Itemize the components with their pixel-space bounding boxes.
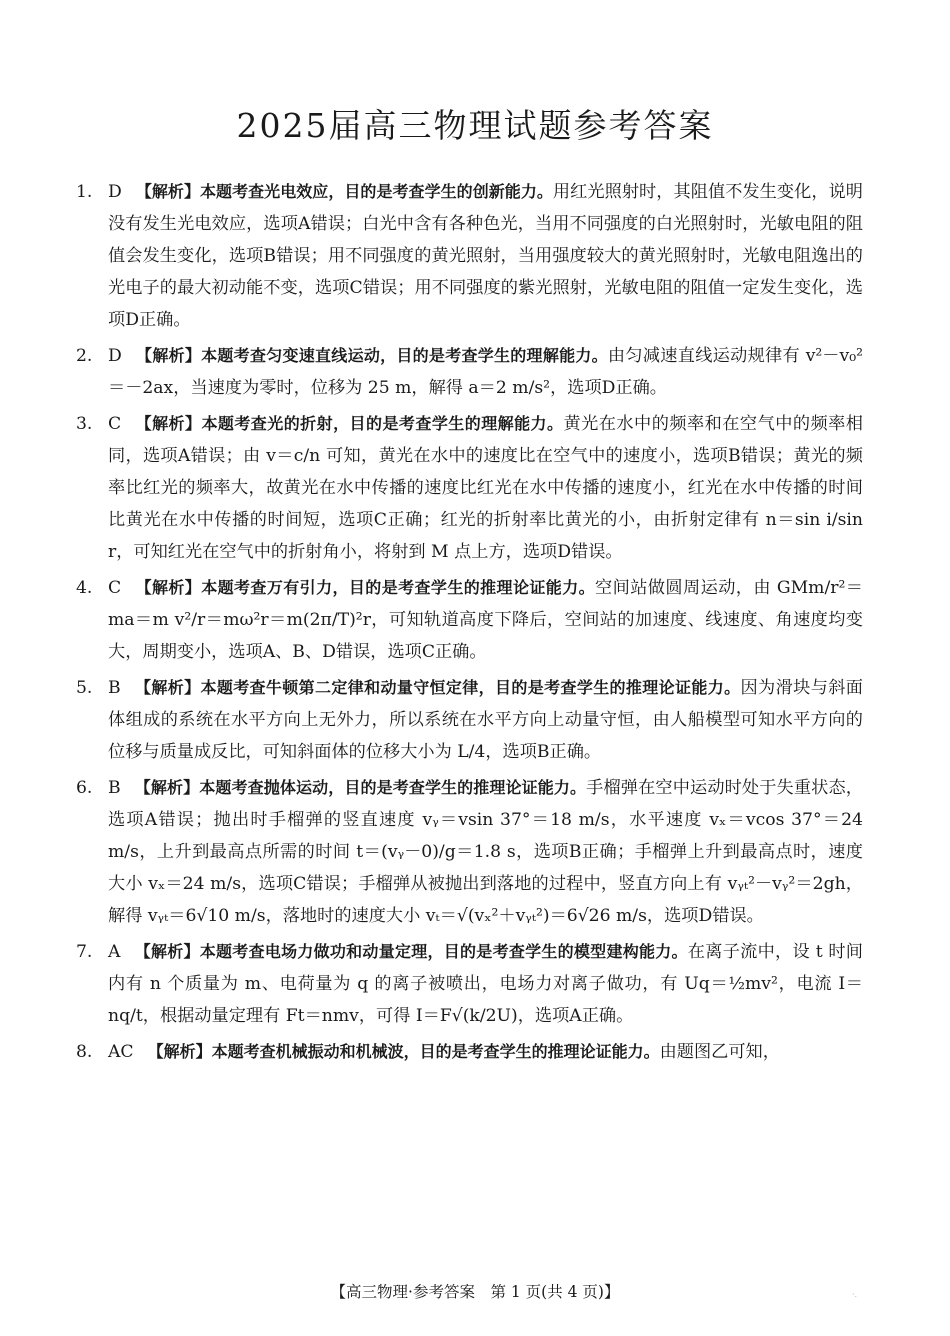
answer-item-7 — [76, 936, 863, 1032]
analysis-body: 手榴弹在空中运动时处于失重状态，选项A错误；抛出时手榴弹的竖直速度 vᵧ＝vsin 37°＝18 m/s，水平速度 vₓ＝vcos 37°＝24 m/s，上升到最高点所需的时间 t＝(vᵧ－0)/g＝1.8 s，选项B正确；手榴弹上升到最高点时，速度大小 vₓ＝24 m/s，选项C错误；手榴弹从被抛出到落地的过程中，竖直方向上有 vᵧₜ²－vᵧ²＝2gh，解得 vᵧₜ＝6√10 m/s，落地时的速度大小 vₜ＝√(vₓ²＋vᵧₜ²)＝6√26 m/s，选项D错误。 — [108, 778, 863, 926]
analysis-body: 用红光照射时，其阻值不发生变化，说明没有发生光电效应，选项A错误；白光中含有各种色光，当用不同强度的白光照射时，光敏电阻的阻值会发生变化，选项B错误；用不同强度的黄光照射，当用强度较大的黄光照射时，光敏电阻逸出的光电子的最大初动能不变，选项C错误；用不同强度的紫光照射，光敏电阻的阻值一定发生变化，选项D正确。 — [108, 182, 863, 330]
item-number: 3. — [76, 414, 93, 434]
analysis-lead: 本题考查光电效应，目的是考查学生的创新能力。 — [200, 182, 553, 201]
item-answer: D — [108, 346, 122, 366]
answer-item-3 — [76, 408, 863, 568]
answer-item-1 — [76, 176, 863, 336]
analysis-tag: 【解析】 — [134, 678, 201, 697]
analysis-body: 黄光在水中的频率和在空气中的频率相同，选项A错误；由 v＝c/n 可知，黄光在水中的速度比在空气中的速度小，选项B错误；黄光的频率比红光的频率大，故黄光在水中传播的速度比红光在水中传播的速度小，红光在水中传播的时间比黄光在水中传播的时间短，选项C正确；红光的折射率比黄光的小，由折射定律有 n＝sin i/sin r，可知红光在空气中的折射角小，将射到 M 点上方，选项D错误。 — [108, 414, 863, 562]
analysis-tag: 【解析】 — [147, 1042, 212, 1061]
analysis-lead: 本题考查电场力做功和动量定理，目的是考查学生的模型建构能力。 — [199, 942, 688, 961]
analysis-lead: 本题考查光的折射，目的是考查学生的理解能力。 — [201, 414, 564, 433]
analysis-tag: 【解析】 — [135, 182, 200, 201]
answer-item-5 — [76, 672, 863, 768]
answer-list — [76, 176, 863, 1072]
analysis-tag: 【解析】 — [134, 778, 200, 797]
item-number: 7. — [76, 942, 93, 962]
analysis-lead: 本题考查匀变速直线运动，目的是考查学生的理解能力。 — [201, 346, 608, 365]
analysis-tag: 【解析】 — [135, 414, 202, 433]
analysis-tag: 【解析】 — [134, 942, 200, 961]
analysis-lead: 本题考查牛顿第二定律和动量守恒定律，目的是考查学生的推理论证能力。 — [200, 678, 741, 697]
answer-item-4 — [76, 572, 863, 668]
answer-item-2 — [76, 340, 863, 404]
analysis-lead: 本题考查万有引力，目的是考查学生的推理论证能力。 — [201, 578, 596, 597]
analysis-tag: 【解析】 — [135, 346, 202, 365]
analysis-body: 空间站做圆周运动，由 GMm/r²＝ma＝m v²/r＝mω²r＝m(2π/T)²r，可知轨道高度下降后，空间站的加速度、线速度、角速度均变大，周期变小，选项A、B、D错误，选项C正确。 — [108, 578, 863, 662]
answer-item-6 — [76, 772, 863, 932]
item-answer: B — [108, 678, 121, 698]
analysis-lead: 本题考查机械振动和机械波，目的是考查学生的推理论证能力。 — [211, 1042, 660, 1061]
item-number: 5. — [76, 678, 93, 698]
page-footer: 【高三物理·参考答案 第 1 页(共 4 页)】 — [330, 1283, 620, 1301]
item-answer: A — [108, 942, 121, 962]
corner-mark: ·. — [852, 1290, 858, 1299]
analysis-body: 由题图乙可知， — [659, 1042, 780, 1062]
item-answer: C — [108, 578, 122, 598]
answer-item-8 — [76, 1036, 863, 1068]
item-number: 6. — [76, 778, 93, 798]
item-number: 2. — [76, 346, 93, 366]
analysis-lead: 本题考查抛体运动，目的是考查学生的推理论证能力。 — [199, 778, 587, 797]
analysis-body: 由匀减速直线运动规律有 v²－v₀²＝－2ax，当速度为零时，位移为 25 m，解得 a＝2 m/s²，选项D正确。 — [108, 346, 863, 398]
item-number: 4. — [76, 578, 93, 598]
item-number: 1. — [76, 182, 93, 202]
analysis-body: 在离子流中，设 t 时间内有 n 个质量为 m、电荷量为 q 的离子被喷出，电场力对离子做功，有 Uq＝½mv²，电流 I＝nq/t，根据动量定理有 Ft＝nmv，可得 I＝F√(k/2U)，选项A正确。 — [108, 942, 863, 1026]
item-answer: B — [108, 778, 121, 798]
analysis-body: 因为滑块与斜面体组成的系统在水平方向上无外力，所以系统在水平方向上动量守恒，由人船模型可知水平方向的位移与质量成反比，可知斜面体的位移大小为 L/4，选项B正确。 — [108, 678, 863, 762]
page-title: 2025届高三物理试题参考答案 — [236, 106, 714, 145]
item-answer: AC — [108, 1042, 134, 1062]
analysis-tag: 【解析】 — [135, 578, 202, 597]
item-answer: D — [108, 182, 122, 202]
item-answer: C — [108, 414, 122, 434]
item-number: 8. — [76, 1042, 93, 1062]
